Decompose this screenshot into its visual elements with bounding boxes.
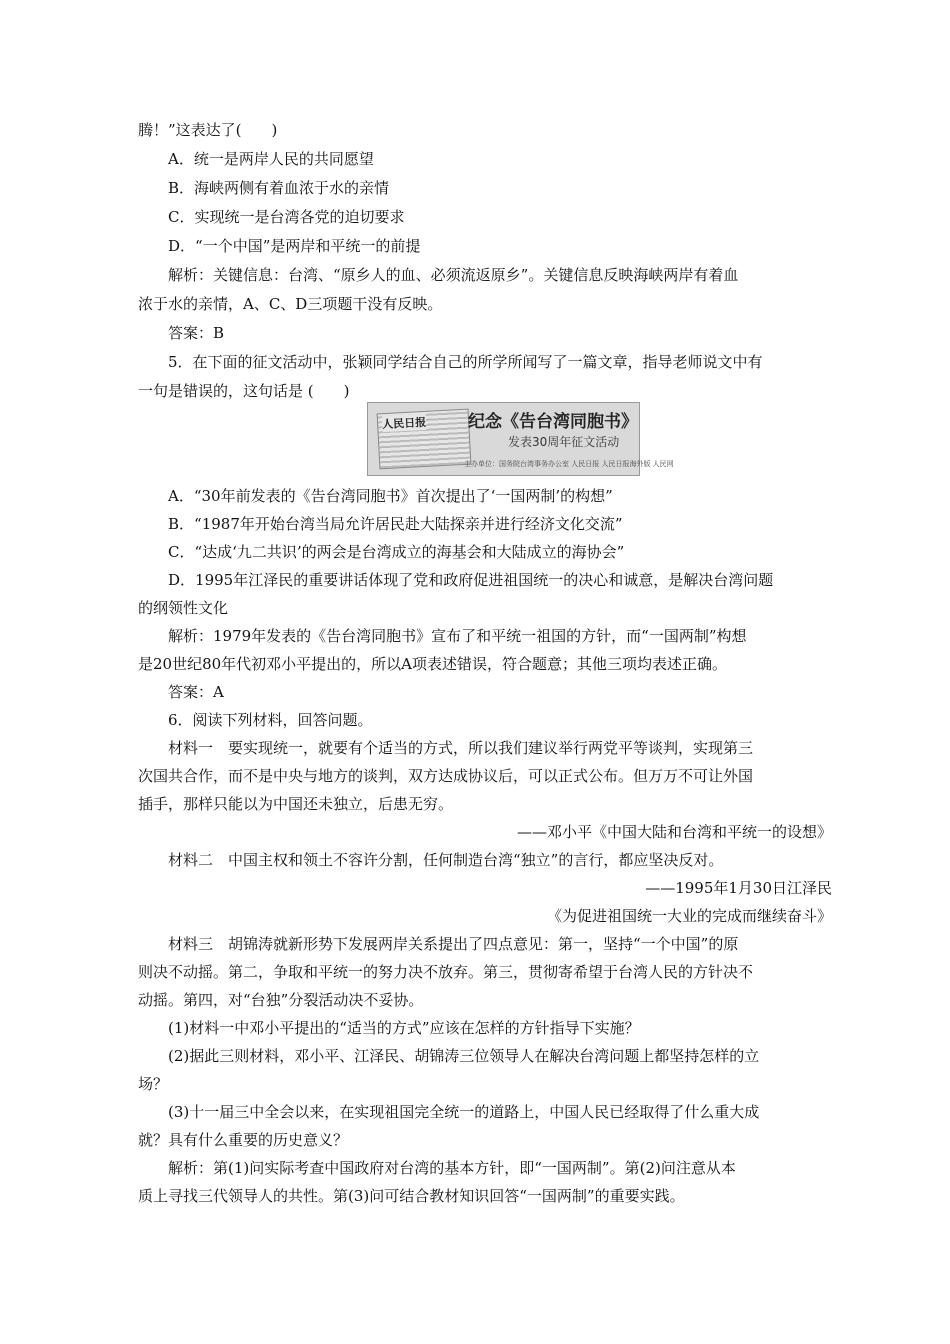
- analysis-4-cont: 浓于水的亲情，A、C、D三项题干没有反映。: [138, 295, 443, 313]
- question-5-stem-cont: 一句是错误的，这句话是 ( ): [138, 382, 350, 400]
- material-3-cont: 则决不动摇。第二，争取和平统一的努力决不放弃。第三，贯彻寄希望于台湾人民的方针决不: [138, 963, 754, 981]
- analysis-5: 解析：1979年发表的《告台湾同胞书》宣布了和平统一祖国的方针，而“一国两制”构想: [168, 627, 747, 645]
- analysis-4: 解析：关键信息：台湾、“原乡人的血、必须流返原乡”。关键信息反映海峡两岸有着血: [168, 266, 739, 284]
- material-3-cont2: 动摇。第四，对“台独”分裂活动决不妥协。: [138, 991, 424, 1009]
- essay-contest-banner-image: [367, 402, 674, 476]
- option-5d: D．1995年江泽民的重要讲话体现了党和政府促进祖国统一的决心和诚意，是解决台湾问题: [168, 571, 774, 589]
- banner-subtitle: 发表30周年征文活动: [508, 435, 620, 449]
- option-5c: C．“达成‘九二共识’的两会是台湾成立的海基会和大陆成立的海协会”: [168, 543, 625, 561]
- banner-organizers: 主办单位：国务院台湾事务办公室 人民日报 人民日报海外版 人民网: [464, 460, 674, 468]
- question-4-stem-end: 腾！”这表达了( ): [138, 121, 278, 139]
- material-1-source: ——邓小平《中国大陆和台湾和平统一的设想》: [516, 823, 832, 841]
- question-5-stem: 5．在下面的征文活动中，张颖同学结合自己的所学所闻写了一篇文章，指导老师说文中有: [168, 353, 763, 371]
- sub-question-2-cont: 场？: [138, 1075, 169, 1093]
- option-d: D．“一个中国”是两岸和平统一的前提: [168, 237, 421, 255]
- sub-question-3-cont: 就？具有什么重要的历史意义？: [138, 1131, 349, 1149]
- material-1: 材料一 要实现统一，就要有个适当的方式，所以我们建议举行两党平等谈判，实现第三: [168, 739, 754, 757]
- answer-5: 答案：A: [168, 683, 224, 701]
- question-6-stem: 6．阅读下列材料，回答问题。: [168, 711, 373, 729]
- material-2: 材料二 中国主权和领土不容许分割，任何制造台湾“独立”的言行，都应坚决反对。: [168, 851, 724, 869]
- material-1-cont2: 插手，那样只能以为中国还未独立，后患无穷。: [138, 795, 454, 813]
- option-5a: A．“30年前发表的《告台湾同胞书》首次提出了‘一国两制’的构想”: [168, 487, 613, 505]
- sub-question-2: (2)据此三则材料，邓小平、江泽民、胡锦涛三位领导人在解决台湾问题上都坚持怎样的立: [168, 1047, 760, 1065]
- analysis-6-cont: 质上寻找三代领导人的共性。第(3)问可结合教材知识回答“一国两制”的重要实践。: [138, 1187, 685, 1205]
- newspaper-picture: [377, 409, 472, 470]
- option-5b: B．“1987年开始台湾当局允许居民赴大陆探亲并进行经济文化交流”: [168, 515, 623, 533]
- newspaper-masthead: 人民日报: [381, 415, 427, 432]
- sub-question-1: (1)材料一中邓小平提出的“适当的方式”应该在怎样的方针指导下实施？: [168, 1019, 640, 1037]
- material-2-source-date: ——1995年1月30日江泽民: [645, 879, 832, 897]
- option-b: B．海峡两侧有着血浓于水的亲情: [168, 179, 390, 197]
- option-c: C．实现统一是台湾各党的迫切要求: [168, 208, 405, 226]
- option-a: A．统一是两岸人民的共同愿望: [168, 150, 374, 168]
- sub-question-3: (3)十一届三中全会以来，在实现祖国完全统一的道路上，中国人民已经取得了什么重大成: [168, 1103, 760, 1121]
- answer-4: 答案：B: [168, 324, 225, 342]
- material-3: 材料三 胡锦涛就新形势下发展两岸关系提出了四点意见：第一，坚持“一个中国”的原: [168, 935, 739, 953]
- banner-title: 纪念《告台湾同胞书》: [468, 412, 638, 432]
- option-5d-cont: 的纲领性文化: [138, 599, 229, 617]
- analysis-6: 解析：第(1)问实际考查中国政府对台湾的基本方针，即“一国两制”。第(2)问注意从本: [168, 1159, 736, 1177]
- material-2-source-title: 《为促进祖国统一大业的完成而继续奋斗》: [546, 907, 832, 925]
- analysis-5-cont: 是20世纪80年代初邓小平提出的，所以A项表述错误，符合题意；其他三项均表述正确。: [138, 655, 728, 673]
- material-1-cont: 次国共合作，而不是中央与地方的谈判，双方达成协议后，可以正式公布。但万万不可让外国: [138, 767, 754, 785]
